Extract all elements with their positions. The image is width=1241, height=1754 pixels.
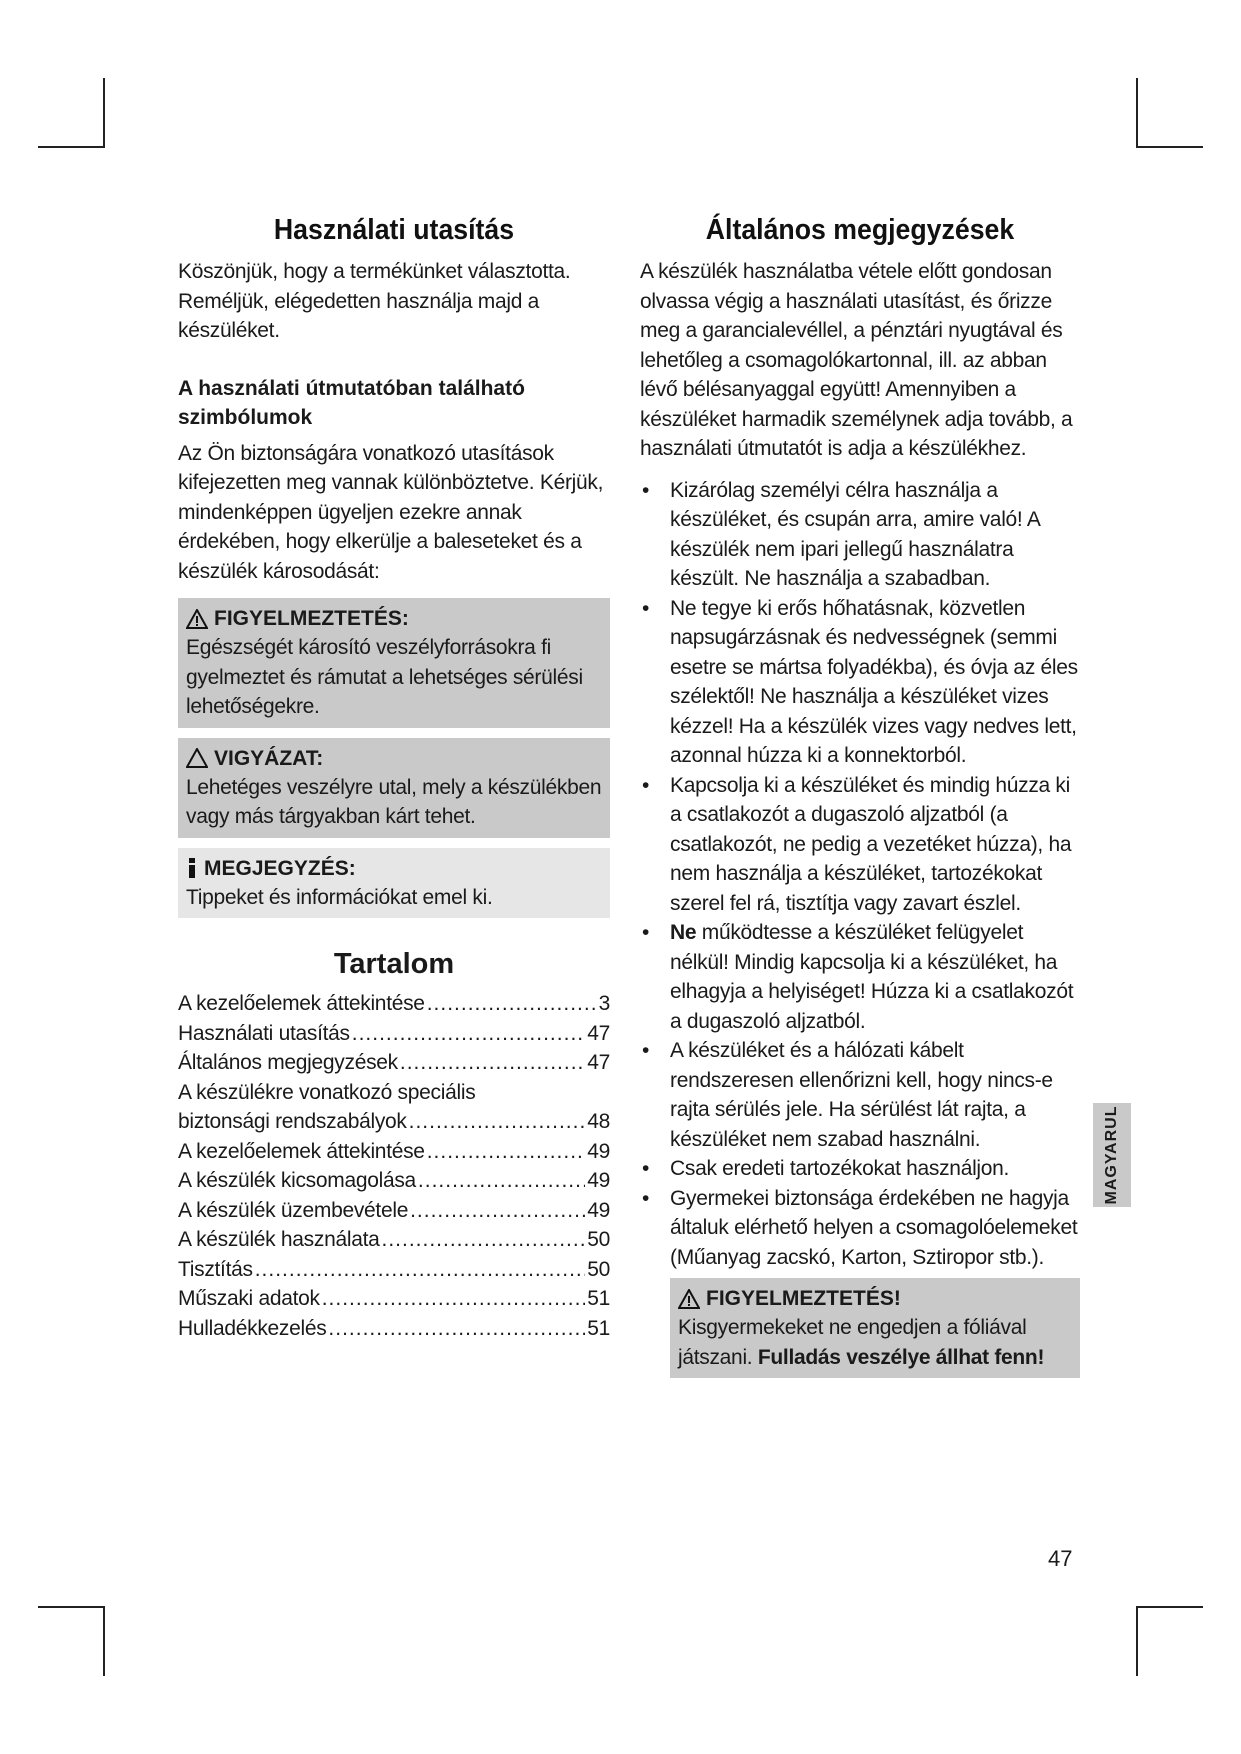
crop-mark <box>1136 146 1203 148</box>
toc-entry-label: A kezelőelemek áttekintése <box>178 1139 425 1163</box>
toc-entry <box>178 1107 610 1137</box>
toc-entry-label: Tisztítás <box>178 1257 253 1281</box>
toc-entry <box>178 989 610 1019</box>
list-item <box>640 918 1080 1036</box>
toc-leader-dots <box>352 1019 586 1049</box>
caution-title: VIGYÁZAT: <box>214 746 324 770</box>
toc-entry <box>178 1166 610 1196</box>
note-title: MEGJEGYZÉS: <box>204 856 356 880</box>
crop-mark <box>1136 78 1138 148</box>
warning-title: FIGYELMEZTETÉS: <box>214 607 409 630</box>
bullet-text: működtesse a készüléket felügyelet nélkül! Mindig kapcsolja ki a készüléket, ha elhagyja a helyiséget! Húzza ki a csatlakozót a dugaszoló aljzatból. <box>670 921 1074 1033</box>
safety-list <box>640 476 1080 1273</box>
toc-entry <box>178 1078 610 1108</box>
crop-mark <box>38 1606 105 1608</box>
toc-entry-label: biztonsági rendszabályok <box>178 1110 407 1133</box>
child-warning-title: FIGYELMEZTETÉS! <box>706 1287 901 1310</box>
crop-mark <box>1136 1606 1203 1608</box>
note-text: Tippeket és információkat emel ki. <box>186 885 493 909</box>
toc-entry-label: A készülékre vonatkozó speciális <box>178 1080 476 1104</box>
toc-entry-page: 49 <box>587 1139 610 1163</box>
toc-entry-label: Hulladékkezelés <box>178 1316 327 1340</box>
toc-leader-dots <box>427 1137 586 1167</box>
toc-leader-dots <box>400 1048 585 1078</box>
crop-mark <box>38 146 105 148</box>
intro-text: Köszönjük, hogy a termékünket választotta. Reméljük, elégedetten használja majd a készüléket. <box>178 260 571 342</box>
crop-mark <box>103 1606 105 1676</box>
child-warning-box <box>670 1278 1080 1378</box>
toc-leader-dots <box>427 989 597 1019</box>
table-of-contents <box>178 989 610 1343</box>
toc-entry-page: 49 <box>587 1169 610 1192</box>
list-item: • Kapcsolja ki a készüléket és mindig húzza ki a csatlakozót a dugaszoló aljzatból (a csatlakozót, ne pedig a vezetéket húzza), ha nem használja a készüléket, tartozékokat szerel fel rá, tisztítja vagy zavart észlel. <box>640 771 1080 919</box>
toc-entry-label: A kezelőelemek áttekintése <box>178 992 425 1015</box>
list-item: • Csak eredeti tartozékokat használjon. <box>640 1154 1080 1184</box>
crop-mark <box>1136 1606 1138 1676</box>
toc-entry-page: 47 <box>587 1021 610 1045</box>
toc-leader-dots <box>328 1314 585 1344</box>
caution-text: Lehetéges veszélyre utal, mely a készülékben vagy más tárgyakban kárt tehet. <box>186 775 602 828</box>
warning-triangle-icon <box>186 609 208 629</box>
toc-leader-dots <box>382 1225 586 1255</box>
toc-entry-page: 47 <box>587 1051 610 1074</box>
bold-ne: Ne <box>670 921 697 944</box>
toc-entry-page: 51 <box>587 1287 610 1310</box>
left-column <box>178 214 610 1343</box>
warning-box <box>178 598 610 728</box>
toc-entry <box>178 1255 610 1285</box>
toc-leader-dots <box>409 1107 586 1137</box>
list-item: • A készüléket és a hálózati kábelt rendszeresen ellenőrizni kell, hogy nincs-e rajta sérülés jele. Ha sérülést lát rajta, a készüléket nem szabad használni. <box>640 1036 1080 1154</box>
toc-title: Tartalom <box>333 948 455 980</box>
toc-entry-page: 51 <box>587 1316 610 1340</box>
child-warning-bold: Fulladás veszélye állhat fenn! <box>757 1345 1045 1369</box>
toc-entry <box>178 1314 610 1344</box>
toc-entry <box>178 1284 610 1314</box>
toc-entry-page: 50 <box>587 1257 610 1281</box>
toc-entry-label: Műszaki adatok <box>178 1287 320 1310</box>
language-tab <box>1093 1103 1131 1207</box>
crop-mark <box>103 78 105 148</box>
language-tab-label: MAGYARUL <box>1103 1105 1120 1205</box>
list-item: • Ne tegye ki erős hőhatásnak, közvetlen napsugárzásnak és nedvességnek (semmi esetre se mártsa folyadékba), és óvja az éles szélektől! Ne használja a készüléket vizes kézzel! Ha a készülék vizes vagy nedves lett, azonnal húzza ki a konnektorból. <box>640 594 1080 771</box>
child-warning-text: Kisgyermekeket ne engedjen a fóliával játszani. <box>678 1316 1027 1369</box>
toc-entry-label: A készülék használata <box>178 1228 380 1251</box>
toc-entry <box>178 1225 610 1255</box>
toc-leader-dots <box>410 1196 585 1226</box>
general-notes-title: Általános megjegyzések <box>705 214 1015 246</box>
toc-entry-label: Használati utasítás <box>178 1021 350 1045</box>
caution-box <box>178 738 610 838</box>
toc-entry-page: 50 <box>587 1228 610 1251</box>
toc-entry-page: 3 <box>598 992 610 1015</box>
info-icon <box>186 857 198 879</box>
toc-entry <box>178 1196 610 1226</box>
toc-leader-dots <box>255 1255 586 1285</box>
warning-triangle-icon <box>678 1289 700 1309</box>
toc-entry-label: Általános megjegyzések <box>178 1051 398 1074</box>
usage-instructions-title: Használati utasítás <box>273 214 515 246</box>
toc-leader-dots <box>418 1166 585 1196</box>
right-column <box>640 214 1080 1378</box>
list-item: • Gyermekei biztonsága érdekében ne hagyja általuk elérhető helyen a csomagolóelemeket (Műanyag zacskó, Karton, Sztiropor stb.). <box>640 1184 1080 1273</box>
toc-entry-label: A készülék kicsomagolása <box>178 1169 416 1192</box>
toc-entry-page: 49 <box>587 1198 610 1222</box>
symbols-heading: A használati útmutatóban található szimbólumok <box>178 376 525 429</box>
warning-text: Egészségét károsító veszélyforrásokra fi gyelmeztet és rámutat a lehetséges sérülési lehetőségekre. <box>186 636 583 718</box>
caution-triangle-icon <box>186 748 208 768</box>
list-item: • Kizárólag személyi célra használja a készüléket, és csupán arra, amire való! A készülék nem ipari jellegű használatra készült. Ne használja a szabadban. <box>640 476 1080 594</box>
symbols-text: Az Ön biztonságára vonatkozó utasítások kifejezetten meg vannak különböztetve. Kérjük, mindenképpen ügyeljen ezekre annak érdekében, hogy elkerülje a baleseteket és a készülék károsodását: <box>178 441 604 583</box>
toc-entry <box>178 1048 610 1078</box>
toc-entry-label: A készülék üzembevétele <box>178 1198 409 1222</box>
toc-entry <box>178 1137 610 1167</box>
note-box <box>178 848 610 919</box>
general-notes-intro: A készülék használatba vétele előtt gondosan olvassa végig a használati utasítást, és őrizze meg a garancialevéllel, a pénztári nyugtával és lehetőleg a csomagolókartonnal, ill. az abban lévő bélésanyaggal együtt! Amennyiben a készüléket harmadik személynek adja tovább, a használati útmutatót is adja a készülékhez. <box>640 260 1073 460</box>
toc-entry <box>178 1019 610 1049</box>
toc-entry-page: 48 <box>587 1110 610 1133</box>
page-number: 47 <box>1048 1546 1073 1571</box>
toc-leader-dots <box>322 1284 586 1314</box>
